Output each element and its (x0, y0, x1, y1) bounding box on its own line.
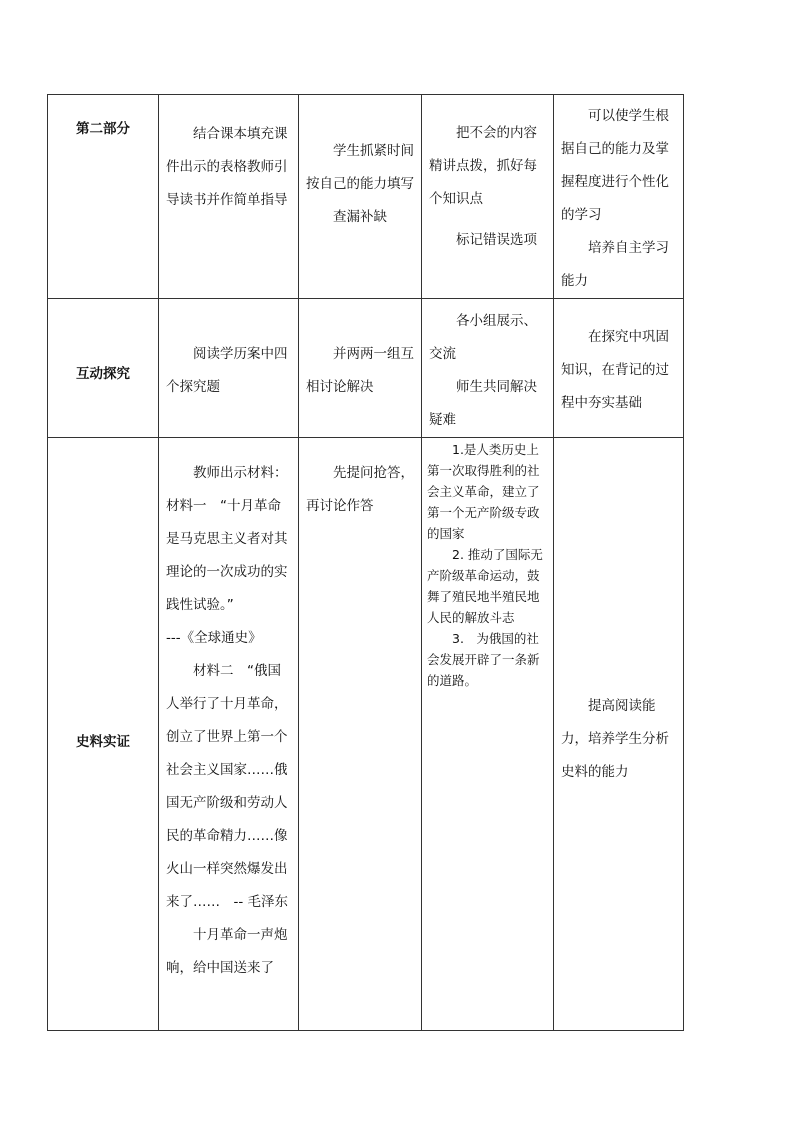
stage-cell (48, 299, 159, 438)
teacher-text: 把不会的内容精讲点拨，抓好每个知识点 (429, 125, 537, 207)
content-text: 材料二 “俄国人举行了十月革命，创立了世界上第一个社会主义国家……俄国无产阶级和劳动人民的革命精力……像火山一样突然爆发出来了…… -- 毛泽东 (166, 663, 289, 910)
student-cell (299, 95, 422, 299)
content-cell (159, 299, 299, 438)
student-text: 并两两一组互相讨论解决 (306, 346, 414, 395)
content-text: 教师出示材料：材料一 “十月革命是马克思主义者对其理论的一次成功的实践性试验。” (166, 465, 288, 613)
stage-cell (48, 95, 159, 299)
student-text: 学生抓紧时间按自己的能力填写 (306, 143, 414, 192)
teacher-text: 1.是人类历史上第一次取得胜利的社会主义革命，建立了第一个无产阶级专政的国家 (427, 442, 540, 541)
teacher-text: 各小组展示、交流 (429, 313, 537, 362)
intent-text: 可以使学生根据自己的能力及掌握程度进行个性化的学习 (561, 108, 669, 223)
table-row (48, 438, 684, 1031)
stage-label: 互动探究 (76, 366, 130, 382)
content-text: ---《全球通史》 (166, 630, 262, 646)
content-text: 结合课本填充课件出示的表格教师引导读书并作简单指导 (166, 126, 288, 208)
teacher-cell (422, 299, 554, 438)
stage-cell (48, 438, 159, 1031)
student-text: 查漏补缺 (333, 209, 387, 225)
intent-cell (554, 438, 684, 1031)
table-row (48, 299, 684, 438)
content-cell (159, 95, 299, 299)
teacher-text: 标记错误选项 (456, 232, 537, 248)
teacher-text: 师生共同解决疑难 (429, 379, 537, 428)
teacher-cell (422, 95, 554, 299)
table-row (48, 95, 684, 299)
content-text: 十月革命一声炮响，给中国送来了 (166, 927, 288, 976)
teacher-cell (422, 438, 554, 1031)
teacher-text: 3. 为俄国的社会发展开辟了一条新的道路。 (427, 631, 540, 688)
stage-label: 第二部分 (76, 121, 130, 137)
student-cell (299, 299, 422, 438)
content-text: 阅读学历案中四个探究题 (166, 346, 288, 395)
student-text: 先提问抢答，再讨论作答 (306, 465, 414, 514)
intent-cell (554, 95, 684, 299)
teacher-text: 2. 推动了国际无产阶级革命运动，鼓舞了殖民地半殖民地人民的解放斗志 (427, 547, 543, 625)
content-cell (159, 438, 299, 1031)
intent-text: 提高阅读能力，培养学生分析史料的能力 (561, 698, 669, 780)
intent-text: 在探究中巩固知识，在背记的过程中夯实基础 (561, 329, 669, 411)
intent-cell (554, 299, 684, 438)
lesson-plan-table (47, 94, 684, 1031)
stage-label: 史料实证 (76, 734, 130, 750)
student-cell (299, 438, 422, 1031)
intent-text: 培养自主学习能力 (561, 240, 669, 289)
